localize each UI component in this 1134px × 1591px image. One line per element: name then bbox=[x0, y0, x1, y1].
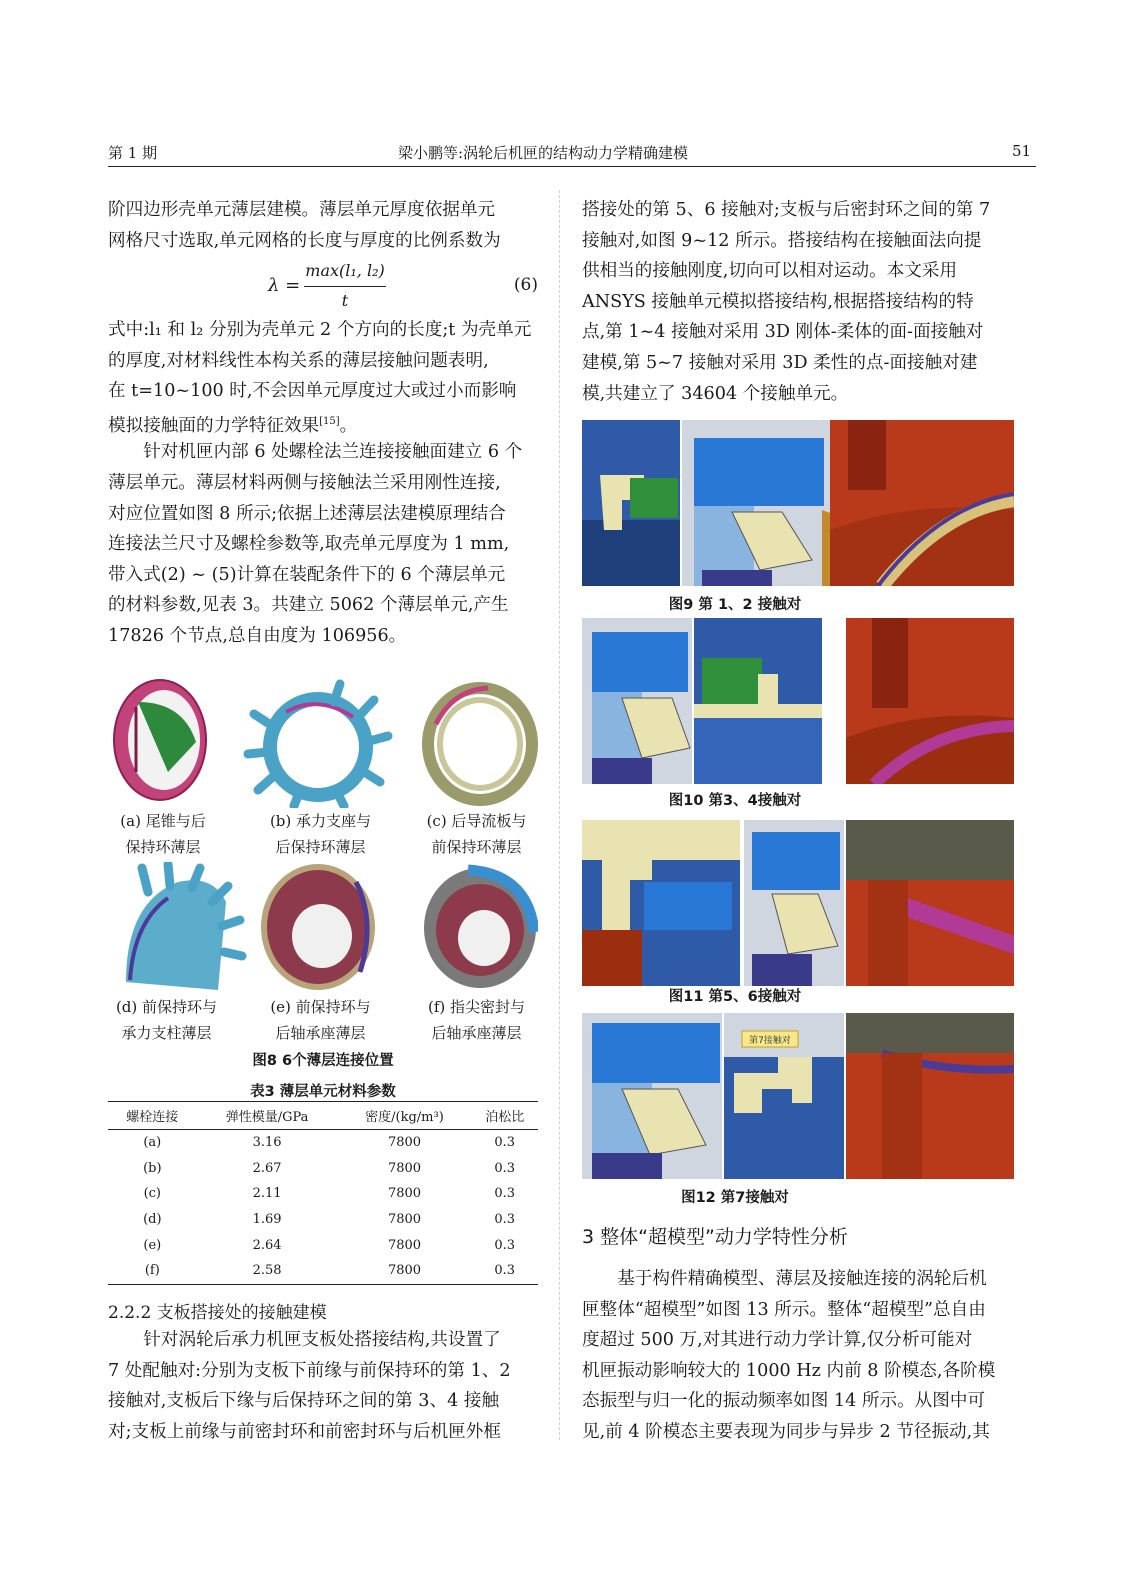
fig8e-ring-image bbox=[264, 867, 372, 987]
left-column bbox=[108, 195, 538, 256]
table-cell: 2.67 bbox=[252, 1160, 282, 1176]
text-span: 。 bbox=[339, 415, 358, 436]
fig8e-subcaption bbox=[258, 994, 383, 1046]
table-cell: 2.64 bbox=[252, 1237, 282, 1253]
fig9-image bbox=[582, 420, 1014, 586]
table-cell: (e) bbox=[143, 1237, 162, 1253]
journal-issue: 第 1 期 bbox=[108, 144, 158, 162]
table-cell: 0.3 bbox=[494, 1237, 516, 1253]
left-column-p4 bbox=[108, 1325, 538, 1447]
text-line: 态振型与归一化的振动频率如图 14 所示。从图中可 bbox=[582, 1391, 986, 1412]
fig8d-ring-image bbox=[126, 864, 242, 990]
table3-title: 表3 薄层单元材料参数 bbox=[250, 1084, 396, 1100]
subcaption-line: 保持环薄层 bbox=[125, 838, 201, 856]
subcaption-line: 后轴承座薄层 bbox=[275, 1024, 366, 1042]
text-line: 的材料参数,见表 3。共建立 5062 个薄层单元,产生 bbox=[108, 595, 509, 616]
equation-number: (6) bbox=[513, 275, 538, 295]
table-row bbox=[108, 1130, 538, 1156]
fig11-caption: 图11 第5、6接触对 bbox=[668, 989, 802, 1005]
equation-lhs: λ = bbox=[268, 275, 301, 296]
text-line: 匣整体“超模型”如图 13 所示。整体“超模型”总自由 bbox=[582, 1299, 986, 1320]
table-row bbox=[108, 1207, 538, 1233]
section-2-2-2-heading: 2.2.2 支板搭接处的接触建模 bbox=[108, 1303, 327, 1323]
text-line: 对应位置如图 8 所示;依据上述薄层法建模原理结合 bbox=[108, 503, 506, 524]
text-line: 在 t=10~100 时,不会因单元厚度过大或过小而影响 bbox=[108, 381, 517, 402]
text-line bbox=[108, 407, 538, 438]
fig12-inset-label: 第7接触对 bbox=[749, 1036, 791, 1046]
table-cell: (c) bbox=[143, 1186, 162, 1202]
subcaption-line: (f) 指尖密封与 bbox=[427, 998, 526, 1016]
page-number: 51 bbox=[1012, 142, 1032, 160]
text-line: 见,前 4 阶模态主要表现为同步与异步 2 节径振动,其 bbox=[582, 1421, 990, 1442]
subcaption-line: (a) 尾锥与后 bbox=[120, 812, 206, 830]
table-cell: 0.3 bbox=[494, 1212, 516, 1228]
column-divider bbox=[559, 190, 560, 1440]
table-cell: 7800 bbox=[387, 1212, 422, 1228]
text-line: 阶四边形壳单元薄层建模。薄层单元厚度依据单元 bbox=[108, 200, 496, 220]
text-line: 机匣振动影响较大的 1000 Hz 内前 8 阶模态,各阶模 bbox=[582, 1360, 996, 1381]
subcaption-line: 承力支柱薄层 bbox=[121, 1024, 212, 1042]
text-line: 的厚度,对材料线性本构关系的薄层接触问题表明, bbox=[108, 350, 489, 371]
table-cell: 7800 bbox=[387, 1186, 422, 1202]
fig8b-ring-image bbox=[248, 684, 388, 806]
text-line: 薄层单元。薄层材料两侧与接触法兰采用刚性连接, bbox=[108, 472, 501, 493]
fig8f-subcaption bbox=[414, 994, 539, 1046]
table-row bbox=[108, 1156, 538, 1182]
text-line: 对;支板上前缘与前密封环和前密封环与后机匣外框 bbox=[108, 1421, 501, 1442]
table-header-cell: 螺栓连接 bbox=[108, 1102, 197, 1130]
table-row bbox=[108, 1181, 538, 1207]
header-rule bbox=[108, 166, 1036, 167]
subcaption-line: 后保持环薄层 bbox=[275, 838, 366, 856]
table-cell: 0.3 bbox=[471, 1258, 538, 1284]
table-cell: (d) bbox=[143, 1212, 162, 1228]
fig8-row2 bbox=[108, 862, 538, 992]
text-line: 点,第 1~4 接触对采用 3D 刚体-柔体的面-面接触对 bbox=[582, 322, 984, 343]
fig8a-ring-image bbox=[114, 680, 206, 800]
text-line: 基于构件精确模型、薄层及接触连接的涡轮后机 bbox=[617, 1269, 987, 1289]
fig8c-subcaption bbox=[414, 808, 539, 860]
table-cell: 1.69 bbox=[252, 1212, 282, 1228]
table-row bbox=[108, 1232, 538, 1258]
fig11-image bbox=[582, 820, 1014, 986]
fig8c-ring-image bbox=[428, 688, 532, 800]
text-line: 搭接处的第 5、6 接触对;支板与后密封环之间的第 7 bbox=[582, 200, 991, 220]
text-line: ANSYS 接触单元模拟搭接结构,根据搭接结构的特 bbox=[582, 291, 974, 312]
text-line: 供相当的接触刚度,切向可以相对运动。本文采用 bbox=[582, 261, 958, 282]
equation-numerator: max(l₁, l₂) bbox=[305, 261, 385, 280]
table-header-cell: 弹性模量/GPa bbox=[197, 1102, 338, 1130]
table-cell: 0.3 bbox=[494, 1186, 516, 1202]
fig8a-subcaption bbox=[108, 808, 218, 860]
fig10-image bbox=[582, 618, 1014, 784]
text-line: 7 处配触对:分别为支板下前缘与前保持环的第 1、2 bbox=[108, 1360, 511, 1381]
citation-ref: [15] bbox=[319, 415, 340, 427]
table-cell: 7800 bbox=[337, 1258, 471, 1284]
subcaption-line: (d) 前保持环与 bbox=[115, 998, 218, 1016]
text-span: 模拟接触面的力学特征效果 bbox=[108, 415, 320, 436]
subcaption-line: 后轴承座薄层 bbox=[431, 1024, 522, 1042]
table-cell: 2.11 bbox=[252, 1186, 282, 1202]
table-cell: 0.3 bbox=[494, 1135, 516, 1151]
table-cell: 7800 bbox=[387, 1160, 422, 1176]
subcaption-line: (e) 前保持环与 bbox=[270, 998, 371, 1016]
text-line: 接触对,支板后下缘与后保持环之间的第 3、4 接触 bbox=[108, 1391, 500, 1412]
fig10-caption: 图10 第3、4接触对 bbox=[668, 793, 802, 809]
fig8d-subcaption bbox=[104, 994, 229, 1046]
table3 bbox=[108, 1101, 538, 1285]
fraction-bar bbox=[304, 286, 386, 287]
text-line: 建模,第 5~7 接触对采用 3D 柔性的点-面接触对建 bbox=[582, 352, 978, 373]
text-line: 带入式(2) ~ (5)计算在装配条件下的 6 个薄层单元 bbox=[108, 564, 506, 585]
text-line: 网格尺寸选取,单元网格的长度与厚度的比例系数为 bbox=[108, 230, 501, 251]
fig8-caption: 图8 6个薄层连接位置 bbox=[252, 1053, 394, 1069]
text-line: 17826 个节点,总自由度为 106956。 bbox=[108, 625, 407, 646]
equation-denominator: t bbox=[341, 291, 349, 310]
table-header-cell: 密度/(kg/m³) bbox=[337, 1102, 471, 1130]
table-cell: 0.3 bbox=[494, 1160, 516, 1176]
running-title: 梁小鹏等:涡轮后机匣的结构动力学精确建模 bbox=[398, 144, 689, 162]
table-header-row bbox=[108, 1102, 538, 1130]
fig8-row1 bbox=[108, 672, 538, 808]
table-cell: (a) bbox=[143, 1135, 162, 1151]
text-line: 式中:l₁ 和 l₂ 分别为壳单元 2 个方向的长度;t 为壳单元 bbox=[108, 320, 532, 340]
fig9-caption: 图9 第 1、2 接触对 bbox=[668, 597, 802, 613]
table-cell: (f) bbox=[108, 1258, 197, 1284]
table-cell: 7800 bbox=[387, 1135, 422, 1151]
text-line: 模,共建立了 34604 个接触单元。 bbox=[582, 383, 849, 404]
subcaption-line: (c) 后导流板与 bbox=[426, 812, 527, 830]
text-line: 针对机匣内部 6 处螺栓法兰连接接触面建立 6 个 bbox=[143, 442, 523, 463]
table-cell: (b) bbox=[143, 1160, 162, 1176]
left-column-p2 bbox=[108, 315, 538, 652]
text-line: 度超过 500 万,对其进行动力学计算,仅分析可能对 bbox=[582, 1330, 973, 1351]
fig12-caption: 图12 第7接触对 bbox=[681, 1190, 789, 1206]
fig8b-subcaption bbox=[258, 808, 383, 860]
table-cell: 3.16 bbox=[252, 1135, 282, 1151]
equation-6 bbox=[268, 257, 538, 317]
text-line: 连接法兰尺寸及螺栓参数等,取壳单元厚度为 1 mm, bbox=[108, 534, 510, 555]
fig8f-ring-image bbox=[424, 868, 536, 988]
fig12-image bbox=[582, 1013, 1014, 1179]
section-3-heading: 3 整体“超模型”动力学特性分析 bbox=[582, 1226, 848, 1248]
right-column-p2 bbox=[582, 1264, 1014, 1448]
table-row bbox=[108, 1258, 538, 1284]
table-header-cell: 泊松比 bbox=[471, 1102, 538, 1130]
table-cell: 2.58 bbox=[197, 1258, 338, 1284]
table-cell: 7800 bbox=[387, 1237, 422, 1253]
subcaption-line: 前保持环薄层 bbox=[431, 838, 522, 856]
text-line: 针对涡轮后承力机匣支板处搭接结构,共设置了 bbox=[143, 1330, 501, 1350]
text-line: 接触对,如图 9~12 所示。搭接结构在接触面法向提 bbox=[582, 230, 982, 251]
right-column-p1 bbox=[582, 195, 1014, 409]
subcaption-line: (b) 承力支座与 bbox=[269, 812, 372, 830]
